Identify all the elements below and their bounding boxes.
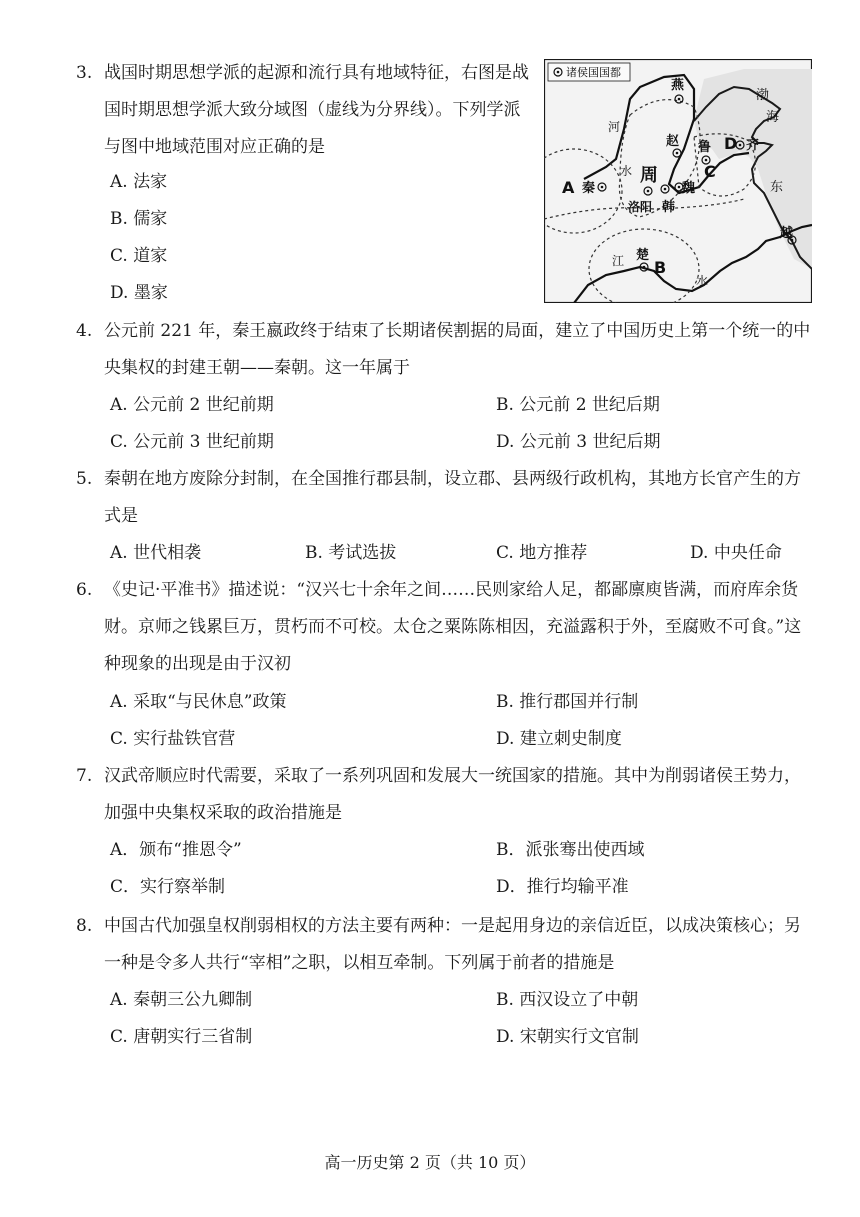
label-wei: 魏 [682,181,696,196]
label-luoyang: 洛阳 [628,200,653,214]
label-zhou: 周 [640,165,658,186]
question-3 [76,55,531,166]
label-lu: 鲁 [698,140,712,155]
option-a: A. 采取“与民休息”政策 [110,692,287,712]
question-stem: 战国时期思想学派的起源和流行具有地域特征，右图是战国时期思想学派大致分域图（虚线为分界线）。下列学派与图中地域范围对应正确的是 [104,63,529,157]
label-qin: 秦 [582,181,596,196]
question-stem: 秦朝在地方废除分封制，在全国推行郡县制，设立郡、县两级行政机构，其地方长官产生的方式是 [104,469,801,526]
label-zhao: 赵 [666,134,680,149]
option-d: D. 建立刺史制度 [496,729,622,749]
option-a: A. 公元前 2 世纪前期 [110,395,274,415]
question-8 [76,908,816,982]
region-b-label: B [654,258,667,277]
question-4 [76,313,816,387]
option-b: B．派张骞出使西域 [496,840,645,860]
label-river-shui2: 水 [696,274,709,288]
label-yue: 越 [780,226,794,241]
question-5 [76,461,816,535]
question-stem: 《史记·平准书》描述说：“汉兴七十余年之间……民则家给人足，都鄙廪庾皆满，而府库余货财。京师之钱累巨万，贯朽而不可校。太仓之粟陈陈相因，充溢露积于外，至腐败不可食。”这种现象的出现是由于汉初 [104,580,802,674]
option-a: A．颁布“推恩令” [110,840,242,860]
label-yan: 燕 [671,78,685,93]
option-a: A. 法家 [110,172,168,192]
question-number: 7. [76,766,93,786]
question-6 [76,572,816,683]
label-han: 韩 [662,200,676,215]
label-qi: 齐 [746,138,760,153]
option-c: C. 公元前 3 世纪前期 [110,432,274,452]
option-b: B. 推行郡国并行制 [496,692,639,712]
option-d: D. 公元前 3 世纪后期 [496,432,661,452]
region-a-label: A [562,178,575,197]
page-footer: 高一历史第 2 页（共 10 页） [324,1153,536,1172]
option-d: D. 中央任命 [690,543,782,563]
label-sea-dong: 东 [770,180,784,195]
region-c-label: C [704,162,716,181]
warring-states-map [544,59,812,303]
option-a: A. 秦朝三公九卿制 [110,990,253,1010]
question-stem: 汉武帝顺应时代需要，采取了一系列巩固和发展大一统国家的措施。其中为削弱诸侯王势力，加强中央集权采取的政治措施是 [104,766,801,823]
option-b: B. 西汉设立了中朝 [496,990,639,1010]
question-stem: 中国古代加强皇权削弱相权的方法主要有两种：一是起用身边的亲信近臣，以成决策核心；另一种是令多人共行“宰相”之职，以相互牵制。下列属于前者的措施是 [104,916,801,973]
question-stem: 公元前 221 年，秦王嬴政终于结束了长期诸侯割据的局面，建立了中国历史上第一个统一的中央集权的封建王朝——秦朝。这一年属于 [104,321,811,378]
question-number: 5. [76,469,93,489]
question-number: 6. [76,580,93,600]
question-number: 8. [76,916,93,936]
option-b: B. 考试选拔 [305,543,397,563]
question-number: 3. [76,63,93,83]
option-c: C. 道家 [110,246,168,266]
question-number: 4. [76,321,93,341]
label-sea-bo: 渤 [756,88,770,103]
question-7 [76,758,816,832]
option-c: C. 唐朝实行三省制 [110,1027,253,1047]
region-d-label: D [724,134,738,153]
option-d: D. 宋朝实行文官制 [496,1027,639,1047]
label-river-shui1: 水 [620,164,633,178]
option-a: A. 世代相袭 [110,543,202,563]
option-c: C. 地方推荐 [496,543,588,563]
option-b: B. 公元前 2 世纪后期 [496,395,660,415]
option-c: C. 实行盐铁官营 [110,729,236,749]
label-sea-hai1: 海 [766,110,780,125]
label-chu: 楚 [636,248,650,263]
label-river-he: 河 [608,120,621,134]
label-river-jiang: 江 [612,254,625,268]
option-c: C．实行察举制 [110,877,226,897]
map-legend: 诸侯国国都 [566,66,621,79]
option-d: D. 墨家 [110,283,168,303]
option-d: D．推行均输平准 [496,877,629,897]
option-b: B. 儒家 [110,209,168,229]
